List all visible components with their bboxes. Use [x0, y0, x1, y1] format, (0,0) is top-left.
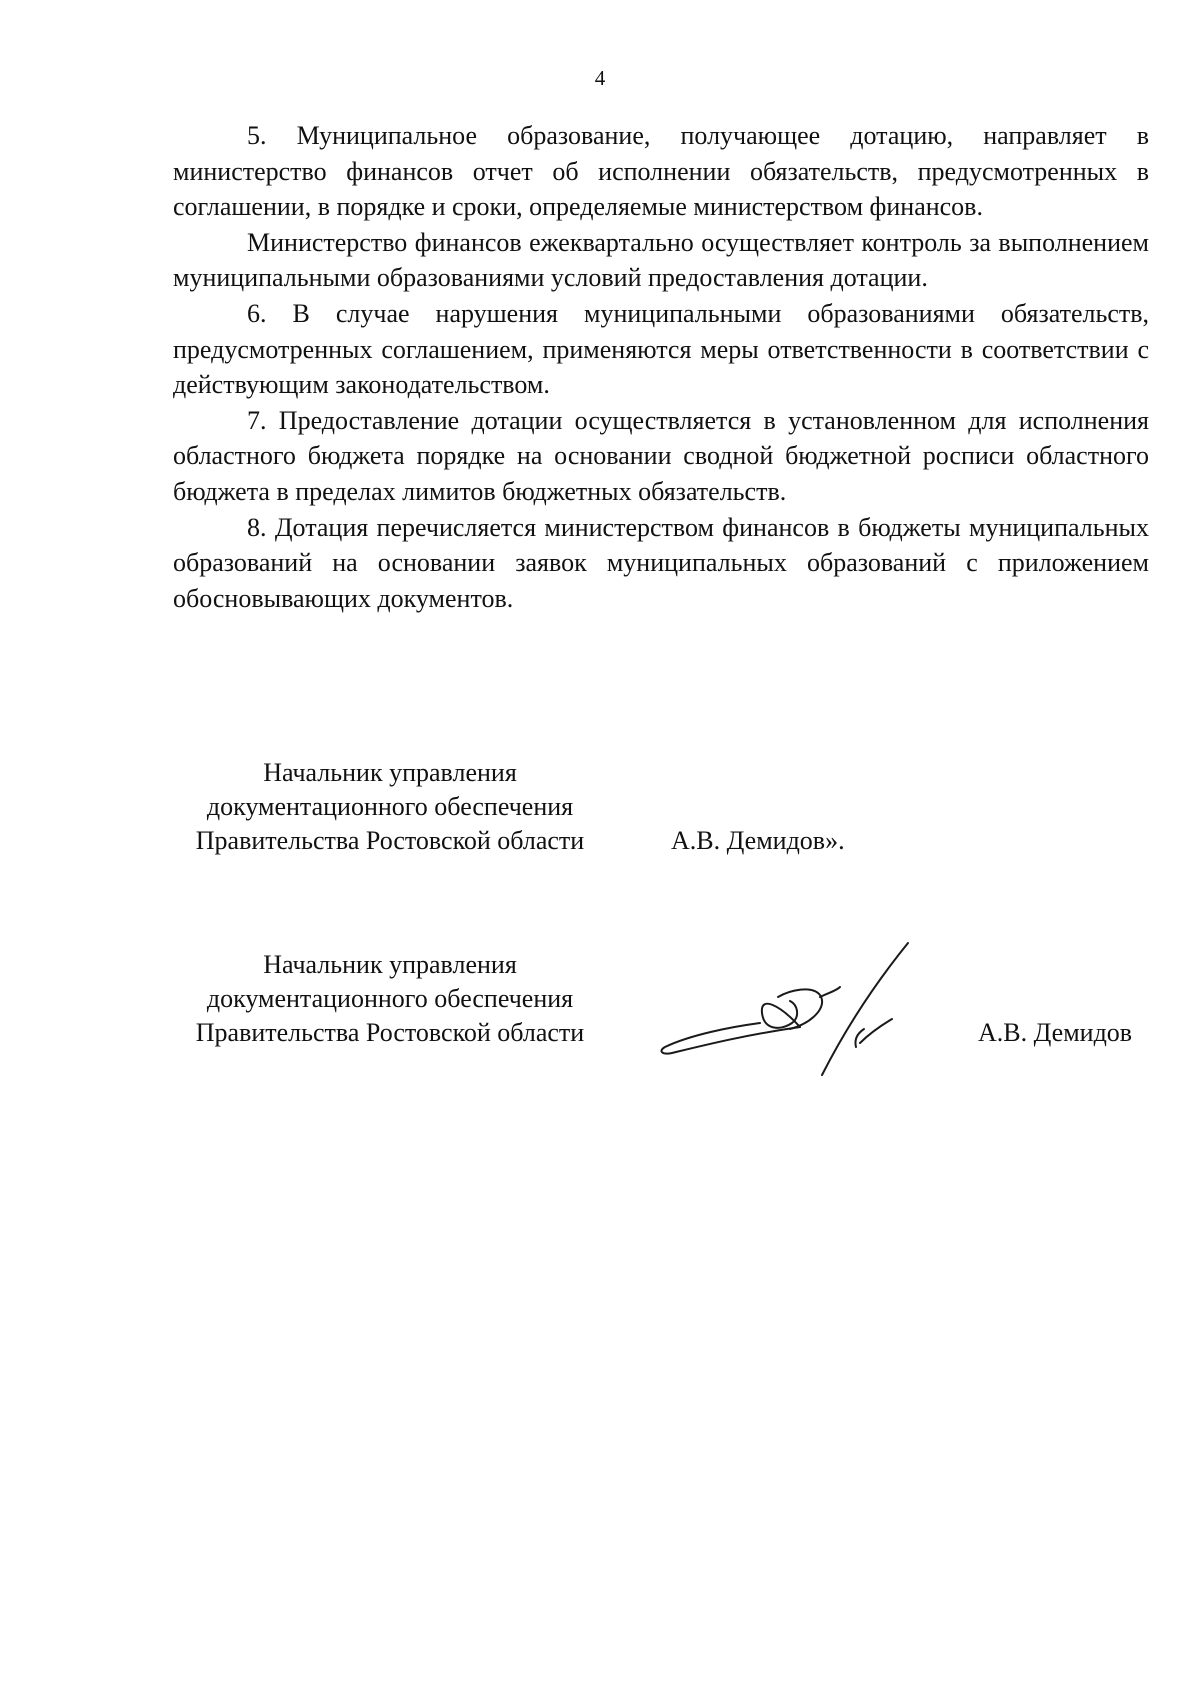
paragraph-5: 5. Муниципальное образование, получающее дотацию, направляет в министерство финансов отчет об исполнении обязательств, предусмотренных в соглашении, в порядке и сроки, определяемые министерством финансов.: [173, 121, 1149, 222]
paragraph-6: 6. В случае нарушения муниципальными образованиями обязательств, предусмотренных соглашением, применяются меры ответственности в соответствии с действующим законодательством.: [173, 298, 1149, 400]
paragraph-5-control: Министерство финансов ежеквартально осуществляет контроль за выполнением муниципальными образованиями условий предоставления дотации.: [173, 227, 1149, 293]
signature-block-appendix: [173, 756, 1173, 866]
page-number: 4: [594, 66, 606, 90]
position-line: документационного обеспечения: [206, 792, 574, 821]
signatory-name: А.В. Демидов: [978, 1018, 1133, 1047]
position-line: Начальник управления: [263, 950, 517, 979]
signatory-name: А.В. Демидов».: [671, 826, 845, 855]
signatory-position: [173, 948, 607, 1050]
paragraph-8: 8. Дотация перечисляется министерством финансов в бюджеты муниципальных образований на основании заявок муниципальных образований с приложением обосновывающих документов.: [173, 512, 1149, 613]
paragraph-7: 7. Предоставление дотации осуществляется в установленном для исполнения областного бюджета порядке на основании сводной бюджетной росписи областного бюджета в пределах лимитов бюджетных обязательств.: [173, 405, 1149, 506]
signatory-position: [173, 756, 607, 858]
handwritten-signature-icon: [650, 935, 950, 1095]
position-line: Правительства Ростовской области: [195, 826, 585, 855]
position-line: документационного обеспечения: [206, 984, 574, 1013]
position-line: Начальник управления: [263, 758, 517, 787]
position-line: Правительства Ростовской области: [195, 1018, 585, 1047]
document-body: [173, 118, 1149, 616]
